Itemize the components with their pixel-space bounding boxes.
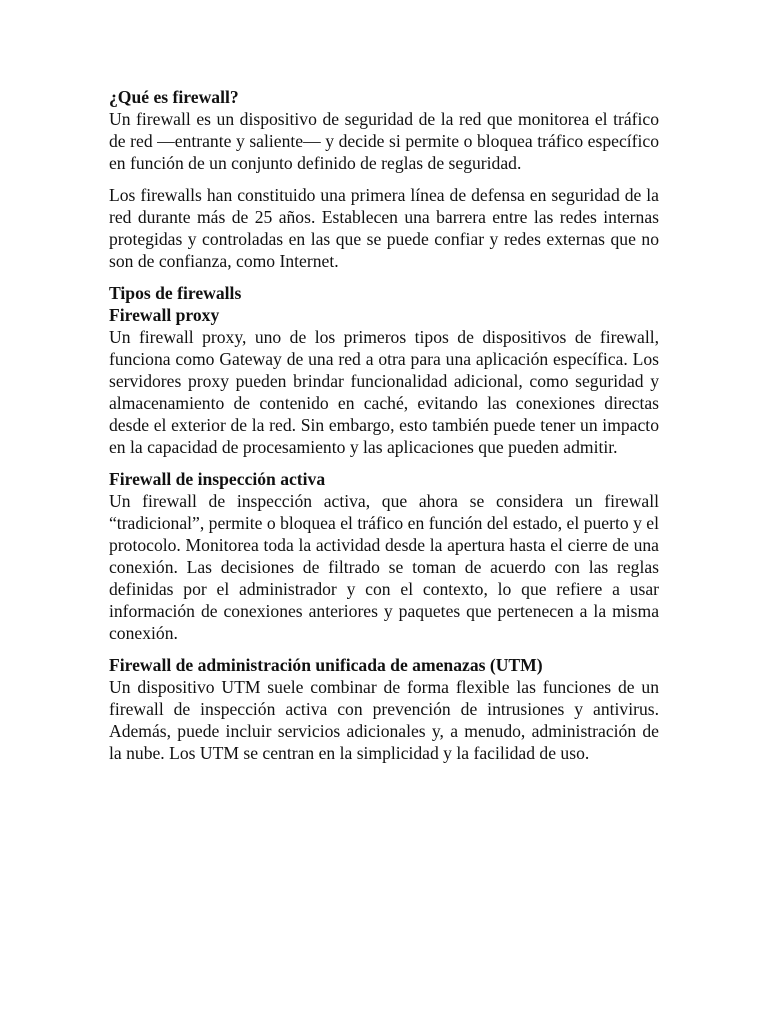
section-title-what-is-firewall: ¿Qué es firewall?: [109, 87, 239, 107]
section-title-stateful: Firewall de inspección activa: [109, 469, 326, 489]
paragraph-utm: Un dispositivo UTM suele combinar de forma flexible las funciones de un firewall de inspección activa con prevención de intrusiones y antivirus. Además, puede incluir servicios adicionales y, a menudo, administración de la nube. Los UTM se centran en la simplicidad y la facilidad de uso.: [109, 677, 659, 763]
section-title-proxy: Firewall proxy: [109, 305, 220, 325]
section-title-types: Tipos de firewalls: [109, 283, 242, 303]
paragraph-stateful: Un firewall de inspección activa, que ahora se considera un firewall “tradicional”, permite o bloquea el tráfico en función del estado, el puerto y el protocolo. Monitorea toda la actividad desde la apertura hasta el cierre de una conexión. Las decisiones de filtrado se toman de acuerdo con las reglas definidas por el administrador y con el contexto, lo que refiere a usar información de conexiones anteriores y paquetes que pertenecen a la misma conexión.: [109, 491, 659, 643]
section-title-utm: Firewall de administración unificada de amenazas (UTM): [109, 655, 543, 675]
paragraph-proxy: Un firewall proxy, uno de los primeros tipos de dispositivos de firewall, funciona como Gateway de una red a otra para una aplicación específica. Los servidores proxy pueden brindar funcionalidad adicional, como seguridad y almacenamiento de contenido en caché, evitando las conexiones directas desde el exterior de la red. Sin embargo, esto también puede tener un impacto en la capacidad de procesamiento y las aplicaciones que pueden admitir.: [109, 327, 659, 457]
paragraph-definition: Un firewall es un dispositivo de seguridad de la red que monitorea el tráfico de red —entrante y saliente— y decide si permite o bloquea tráfico específico en función de un conjunto definido de reglas de seguridad.: [109, 109, 659, 173]
document-page: [109, 86, 659, 774]
paragraph-history: Los firewalls han constituido una primera línea de defensa en seguridad de la red durante más de 25 años. Establecen una barrera entre las redes internas protegidas y controladas en las que se puede confiar y redes externas que no son de confianza, como Internet.: [109, 185, 659, 271]
